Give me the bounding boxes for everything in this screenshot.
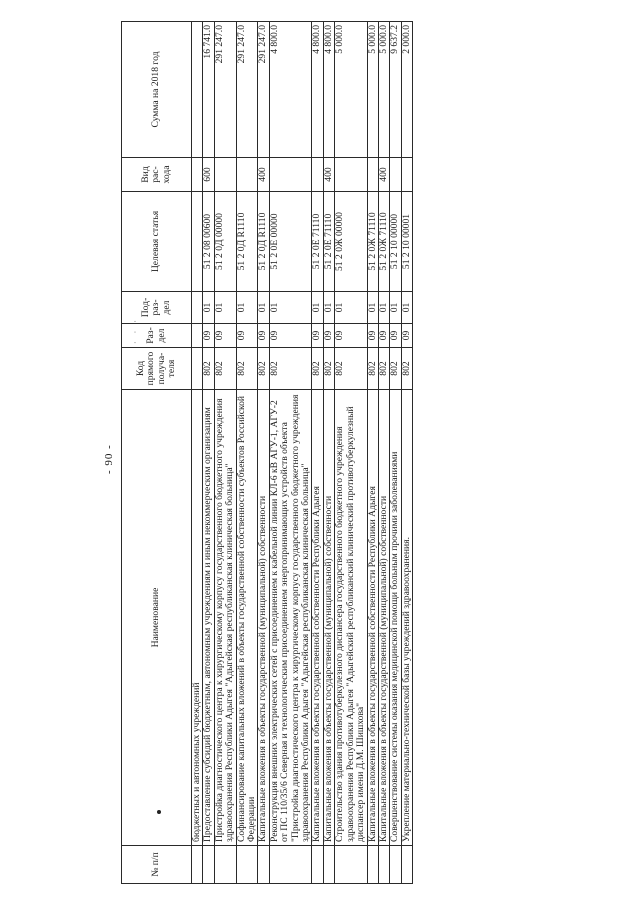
row-expense-type — [192, 158, 203, 192]
row-name: Реконструкция внешних электрических сетей с присоединением к кабельной линии КЛ-6 кВ АГУ-1, АГУ-2 от ПС 110/35/6 Северная и технологическим присоединением энергопринимающих устройств объекта "Пристройка диагностического центра к хирургическому корпусу государственного бюджетного учреждения здравоохранения Республики Адыгея "Адыгейская республиканская клиническая больница" — [269, 390, 312, 846]
row-amount — [192, 22, 203, 158]
header-num: № п/п — [122, 846, 192, 884]
header-subsection: Под- раз- дел — [122, 292, 192, 324]
page-number: - 90 - — [103, 444, 115, 474]
row-target-item: 51 2 0Ж 00000 — [335, 192, 367, 292]
row-target-item: 51 2 0Е 71110 — [323, 192, 334, 292]
row-num — [214, 846, 236, 884]
row-amount: 5 000.0 — [367, 22, 378, 158]
table-row — [258, 22, 269, 884]
row-recipient-code: 802 — [367, 348, 378, 390]
row-recipient-code: 802 — [312, 348, 323, 390]
row-target-item: 51 2 10 00001 — [401, 192, 412, 292]
row-recipient-code: 802 — [390, 348, 401, 390]
row-amount: 9 637.2 — [390, 22, 401, 158]
header-recipient-code: Код прямого получа- теля — [122, 348, 192, 390]
row-num — [367, 846, 378, 884]
row-name: Капитальные вложения в объекты государственной (муниципальной) собственности — [258, 390, 269, 846]
row-expense-type — [367, 158, 378, 192]
row-expense-type — [335, 158, 367, 192]
row-recipient-code: 802 — [401, 348, 412, 390]
row-recipient-code: 802 — [335, 348, 367, 390]
row-section: 09 — [269, 324, 312, 348]
row-num — [192, 846, 203, 884]
row-recipient-code — [192, 348, 203, 390]
row-section: 09 — [335, 324, 367, 348]
header-row — [122, 22, 192, 884]
row-section: 09 — [214, 324, 236, 348]
row-subsection: 01 — [236, 292, 258, 324]
row-section — [192, 324, 203, 348]
scan-marks: · · · — [131, 317, 140, 344]
row-expense-type — [390, 158, 401, 192]
table-row — [335, 22, 367, 884]
row-subsection: 01 — [203, 292, 214, 324]
table-row — [378, 22, 389, 884]
row-amount: 4 800.0 — [269, 22, 312, 158]
row-name: Совершенствование системы оказания медицинской помощи больным прочими заболеваниями — [390, 390, 401, 846]
row-expense-type: 400 — [323, 158, 334, 192]
row-name: Капитальные вложения в объекты государственной собственности Республики Адыгея — [312, 390, 323, 846]
row-target-item — [192, 192, 203, 292]
row-expense-type: 400 — [258, 158, 269, 192]
table-row — [323, 22, 334, 884]
row-target-item: 51 2 0Д R1110 — [258, 192, 269, 292]
row-recipient-code: 802 — [269, 348, 312, 390]
row-section: 09 — [367, 324, 378, 348]
row-name: Софинансирование капитальных вложений в объекты государственной собственности субъектов Российской Федерации — [236, 390, 258, 846]
row-amount: 4 800.0 — [312, 22, 323, 158]
table-row — [312, 22, 323, 884]
row-subsection: 01 — [312, 292, 323, 324]
row-subsection: 01 — [258, 292, 269, 324]
row-target-item: 51 2 0Д R1110 — [236, 192, 258, 292]
row-subsection: 01 — [269, 292, 312, 324]
row-target-item: 51 2 0Е 71110 — [312, 192, 323, 292]
row-num — [203, 846, 214, 884]
row-target-item: 51 2 0Д 00000 — [214, 192, 236, 292]
row-section: 09 — [312, 324, 323, 348]
row-amount: 291 247.0 — [258, 22, 269, 158]
row-section: 09 — [378, 324, 389, 348]
header-section: Раз- дел — [122, 324, 192, 348]
row-recipient-code: 802 — [378, 348, 389, 390]
row-amount: 16 741.0 — [203, 22, 214, 158]
row-expense-type — [236, 158, 258, 192]
table-row — [214, 22, 236, 884]
row-section: 09 — [390, 324, 401, 348]
row-subsection: 01 — [323, 292, 334, 324]
row-name: Капитальные вложения в объекты государственной (муниципальной) собственности — [378, 390, 389, 846]
row-name: бюджетных и автономных учреждений — [192, 390, 203, 846]
table-row — [192, 22, 203, 884]
row-recipient-code: 802 — [258, 348, 269, 390]
row-subsection: 01 — [367, 292, 378, 324]
table-row — [269, 22, 312, 884]
table-row — [390, 22, 401, 884]
row-target-item: 51 2 08 00600 — [203, 192, 214, 292]
row-subsection: 01 — [390, 292, 401, 324]
row-num — [236, 846, 258, 884]
row-expense-type: 600 — [203, 158, 214, 192]
row-section: 09 — [236, 324, 258, 348]
row-expense-type — [269, 158, 312, 192]
pen-mark — [157, 810, 161, 814]
row-name: Капитальные вложения в объекты государственной собственности Республики Адыгея — [367, 390, 378, 846]
row-target-item: 51 2 0Ж 71110 — [378, 192, 389, 292]
row-subsection — [192, 292, 203, 324]
row-expense-type: 400 — [378, 158, 389, 192]
row-num — [401, 846, 412, 884]
row-target-item: 51 2 0Е 00000 — [269, 192, 312, 292]
row-num — [378, 846, 389, 884]
budget-table — [121, 21, 413, 884]
row-num — [312, 846, 323, 884]
row-recipient-code: 802 — [203, 348, 214, 390]
row-num — [258, 846, 269, 884]
row-num — [269, 846, 312, 884]
table-row — [401, 22, 412, 884]
row-amount: 291 247.0 — [236, 22, 258, 158]
table-row — [203, 22, 214, 884]
row-section: 09 — [203, 324, 214, 348]
table-row — [236, 22, 258, 884]
row-subsection: 01 — [401, 292, 412, 324]
row-subsection: 01 — [335, 292, 367, 324]
row-subsection: 01 — [214, 292, 236, 324]
row-expense-type — [312, 158, 323, 192]
row-name: Укрепление материально-технической базы учреждений здравоохранения. — [401, 390, 412, 846]
table-body — [192, 22, 413, 884]
row-num — [390, 846, 401, 884]
row-target-item: 51 2 10 00000 — [390, 192, 401, 292]
row-recipient-code: 802 — [236, 348, 258, 390]
row-num — [335, 846, 367, 884]
header-name: Наименование — [122, 390, 192, 846]
row-amount: 5 000.0 — [335, 22, 367, 158]
header-expense-type: Вид рас- хода — [122, 158, 192, 192]
row-expense-type — [401, 158, 412, 192]
row-name: Строительство здания противотуберкулезного диспансера государственного бюджетного учреждения здравоохранения Республики Адыгея "Адыгейский республиканский клинический противотуберкулезный диспансер имени Д.М. Шишхова" — [335, 390, 367, 846]
row-amount: 2 000.0 — [401, 22, 412, 158]
row-expense-type — [214, 158, 236, 192]
row-section: 09 — [258, 324, 269, 348]
row-num — [323, 846, 334, 884]
row-target-item: 51 2 0Ж 71110 — [367, 192, 378, 292]
rotated-page — [103, 22, 618, 884]
row-amount: 4 800.0 — [323, 22, 334, 158]
row-amount: 5 000.0 — [378, 22, 389, 158]
row-name: Пристройка диагностического центра к хирургическому корпусу государственного бюджетного учреждения здравоохранения Республики Адыгея "Адыгейская республиканская клиническая больница" — [214, 390, 236, 846]
row-name: Капитальные вложения в объекты государственной (муниципальной) собственности — [323, 390, 334, 846]
row-section: 09 — [401, 324, 412, 348]
header-target-item: Целевая статья — [122, 192, 192, 292]
row-amount: 291 247.0 — [214, 22, 236, 158]
table-row — [367, 22, 378, 884]
header-amount: Сумма на 2018 год — [122, 22, 192, 158]
row-subsection: 01 — [378, 292, 389, 324]
row-recipient-code: 802 — [323, 348, 334, 390]
row-section: 09 — [323, 324, 334, 348]
row-name: Предоставление субсидий бюджетным, автономным учреждениям и иным некоммерческим организациям — [203, 390, 214, 846]
row-recipient-code: 802 — [214, 348, 236, 390]
